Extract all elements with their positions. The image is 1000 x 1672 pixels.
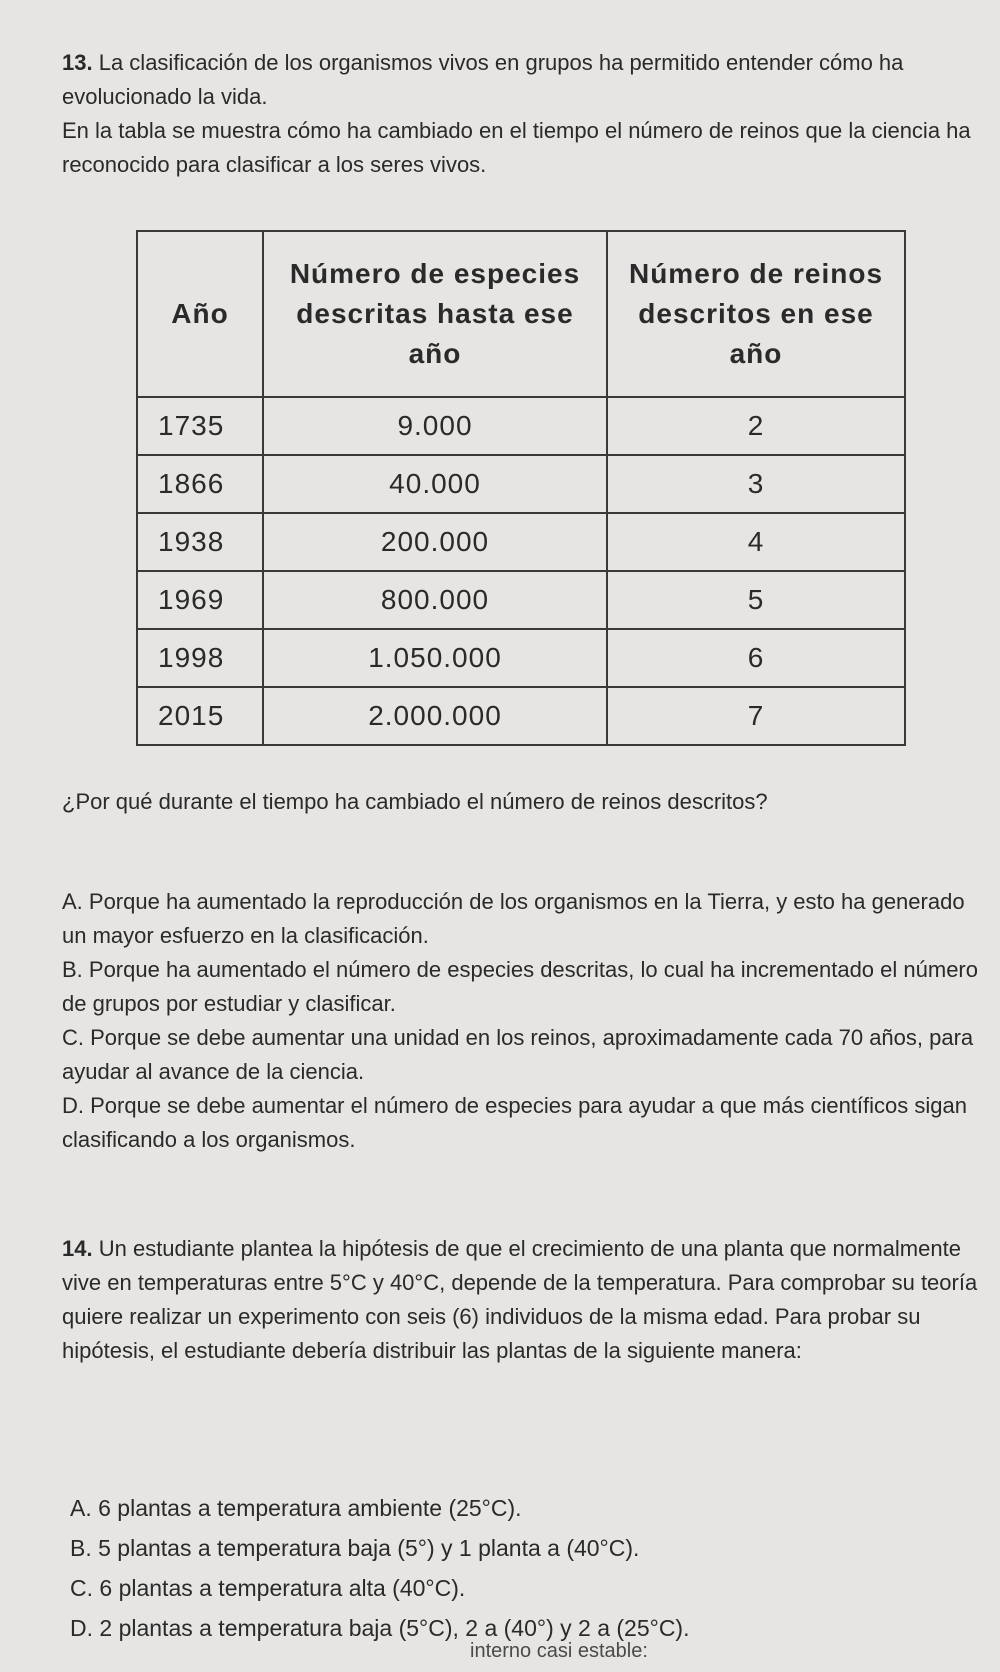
question-13-intro <box>62 46 987 182</box>
header-species: Número de especies descritas hasta ese año <box>263 231 607 397</box>
question-14-number: 14. <box>62 1236 93 1261</box>
kingdoms-table <box>136 230 906 746</box>
header-kingdoms: Número de reinos descritos en ese año <box>607 231 905 397</box>
question-13-number: 13. <box>62 50 93 75</box>
cell-species: 200.000 <box>263 513 607 571</box>
option-a[interactable]: A. 6 plantas a temperatura ambiente (25°C). <box>70 1495 522 1521</box>
cell-year: 1866 <box>137 455 263 513</box>
option-b[interactable]: B. Porque ha aumentado el número de especies descritas, lo cual ha incrementado el número de grupos por estudiar y clasificar. <box>62 957 978 1016</box>
question-13-paragraph-2: En la tabla se muestra cómo ha cambiado en el tiempo el número de reinos que la ciencia ha reconocido para clasificar a los seres vivos. <box>62 118 971 177</box>
question-14-paragraph <box>62 1232 987 1368</box>
cell-year: 1735 <box>137 397 263 455</box>
table-row <box>137 455 905 513</box>
cell-species: 40.000 <box>263 455 607 513</box>
question-13-prompt <box>62 785 987 819</box>
cell-year: 1998 <box>137 629 263 687</box>
question-13-options <box>62 885 987 1157</box>
option-a[interactable]: A. Porque ha aumentado la reproducción de los organismos en la Tierra, y esto ha generado un mayor esfuerzo en la clasificación. <box>62 889 965 948</box>
table-row <box>137 397 905 455</box>
cell-kingdoms: 5 <box>607 571 905 629</box>
cell-kingdoms: 6 <box>607 629 905 687</box>
cell-year: 2015 <box>137 687 263 745</box>
option-b[interactable]: B. 5 plantas a temperatura baja (5°) y 1 planta a (40°C). <box>70 1535 640 1561</box>
cell-year: 1938 <box>137 513 263 571</box>
cell-kingdoms: 7 <box>607 687 905 745</box>
table-row <box>137 687 905 745</box>
table-header-row <box>137 231 905 397</box>
table-row <box>137 571 905 629</box>
question-13-paragraph-1 <box>62 46 987 114</box>
data-table <box>136 230 906 746</box>
table-row <box>137 629 905 687</box>
cell-kingdoms: 4 <box>607 513 905 571</box>
header-year: Año <box>137 231 263 397</box>
question-14-text: Un estudiante plantea la hipótesis de que el crecimiento de una planta que normalmente vive en temperaturas entre 5°C y 40°C, depende de la temperatura. Para comprobar su teoría quiere realizar un experimento con seis (6) individuos de la misma edad. Para probar su hipótesis, el estudiante debería distribuir las plantas de la siguiente manera: <box>62 1236 978 1363</box>
option-c[interactable]: C. 6 plantas a temperatura alta (40°C). <box>70 1575 466 1601</box>
option-d[interactable]: D. Porque se debe aumentar el número de especies para ayudar a que más científicos sigan clasificando a los organismos. <box>62 1093 967 1152</box>
cell-species: 800.000 <box>263 571 607 629</box>
cell-year: 1969 <box>137 571 263 629</box>
question-13-intro-text: La clasificación de los organismos vivos en grupos ha permitido entender cómo ha evolucionado la vida. <box>62 50 904 109</box>
cell-kingdoms: 3 <box>607 455 905 513</box>
option-d[interactable]: D. 2 plantas a temperatura baja (5°C), 2 a (40°) y 2 a (25°C). <box>70 1615 690 1641</box>
table-row <box>137 513 905 571</box>
question-14 <box>62 1232 987 1368</box>
footer-fragment: interno casi estable: <box>470 1640 648 1662</box>
cell-species: 1.050.000 <box>263 629 607 687</box>
question-13-question-text: ¿Por qué durante el tiempo ha cambiado el número de reinos descritos? <box>62 789 768 814</box>
cell-species: 2.000.000 <box>263 687 607 745</box>
option-c[interactable]: C. Porque se debe aumentar una unidad en los reinos, aproximadamente cada 70 años, para ayudar al avance de la ciencia. <box>62 1025 974 1084</box>
cell-kingdoms: 2 <box>607 397 905 455</box>
question-14-options <box>70 1488 995 1648</box>
cell-species: 9.000 <box>263 397 607 455</box>
